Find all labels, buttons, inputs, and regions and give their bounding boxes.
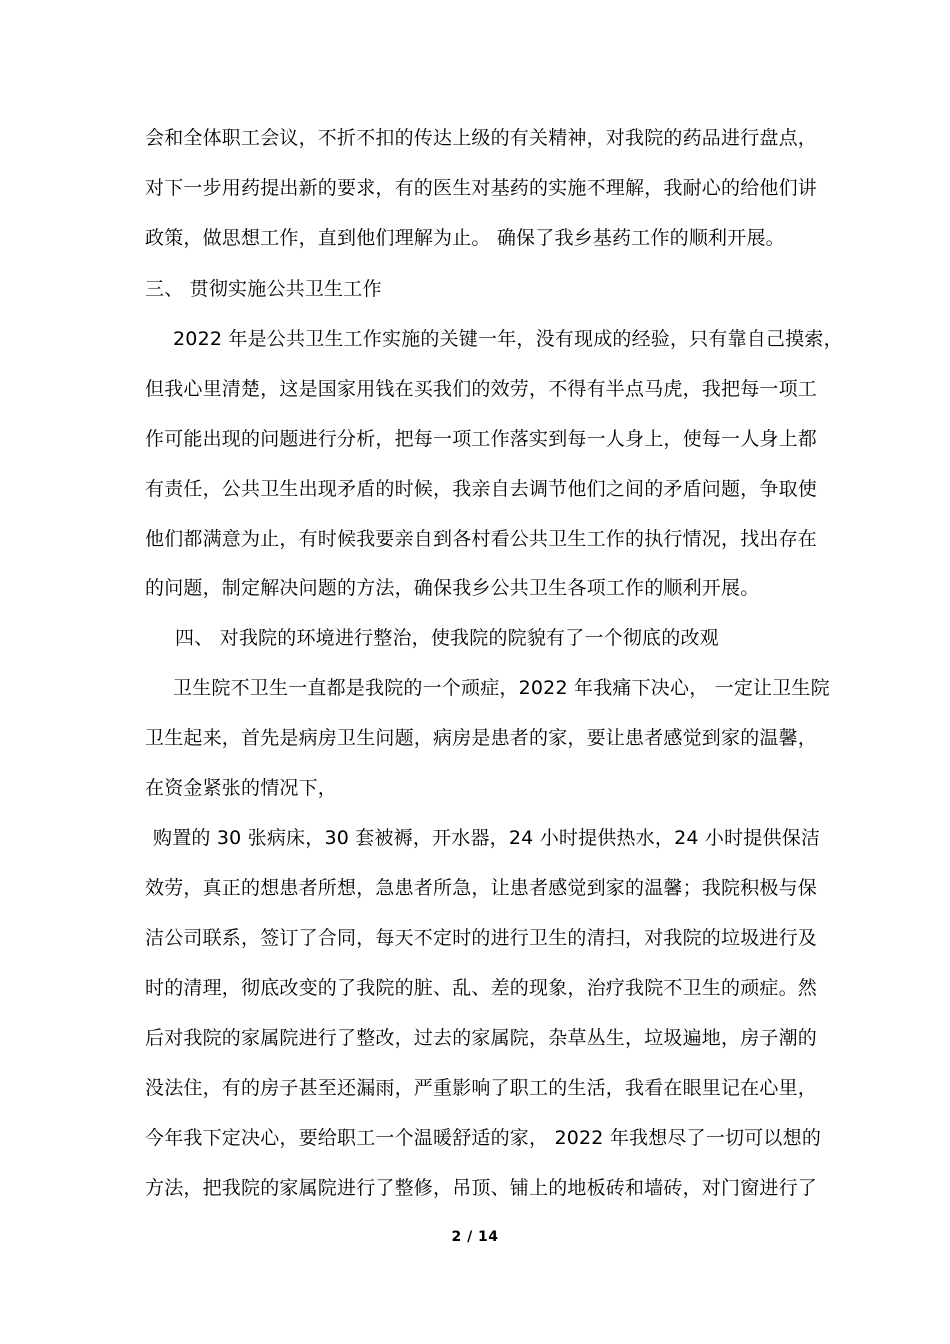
text-line: 效劳，真正的想患者所想，急患者所急，让患者感觉到家的温馨；我院积极与保 [145,877,818,899]
text-line: 政策，做思想工作，直到他们理解为止。 确保了我乡基药工作的顺利开展。 [145,227,785,249]
text-line: 对下一步用药提出新的要求，有的医生对基药的实施不理解，我耐心的给他们讲 [145,177,818,199]
text-line: 的问题，制定解决问题的方法，确保我乡公共卫生各项工作的顺利开展。 [145,577,760,599]
text-line: 卫生起来，首先是病房卫生问题，病房是患者的家，要让患者感觉到家的温馨， [145,727,818,749]
text-line: 有责任，公共卫生出现矛盾的时候，我亲自去调节他们之间的矛盾问题，争取使 [145,478,818,500]
text-line: 但我心里清楚，这是国家用钱在买我们的效劳，不得有半点马虎，我把每一项工 [145,378,818,400]
page-number: 2 / 14 [451,1229,499,1245]
text-line: 他们都满意为止，有时候我要亲自到各村看公共卫生工作的执行情况，找出存在 [145,528,818,550]
text-line: 后对我院的家属院进行了整改，过去的家属院，杂草丛生，垃圾遍地，房子潮的 [145,1027,818,1049]
section-heading: 三、 贯彻实施公共卫生工作 [145,278,382,300]
text-line: 方法，把我院的家属院进行了整修，吊顶、铺上的地板砖和墙砖，对门窗进行了 [145,1177,818,1199]
text-line: 作可能出现的问题进行分析，把每一项工作落实到每一人身上，使每一人身上都 [145,428,818,450]
text-line: 时的清理，彻底改变的了我院的脏、乱、差的现象，治疗我院不卫生的顽症。然 [145,977,818,999]
section-heading: 四、 对我院的环境进行整治，使我院的院貌有了一个彻底的改观 [175,627,719,649]
text-line: 2022 年是公共卫生工作实施的关键一年，没有现成的经验，只有靠自己摸索， [173,328,843,350]
text-line: 卫生院不卫生一直都是我院的一个顽症，2022 年我痛下决心， 一定让卫生院 [173,677,830,699]
text-line: 没法住，有的房子甚至还漏雨，严重影响了职工的生活，我看在眼里记在心里， [145,1077,818,1099]
text-line: 会和全体职工会议，不折不扣的传达上级的有关精神，对我院的药品进行盘点， [145,127,818,149]
text-line: 购置的 30 张病床，30 套被褥，开水器，24 小时提供热水，24 小时提供保洁 [153,827,821,849]
text-line: 洁公司联系，签订了合同，每天不定时的进行卫生的清扫，对我院的垃圾进行及 [145,927,818,949]
text-line: 今年我下定决心，要给职工一个温暖舒适的家， 2022 年我想尽了一切可以想的 [145,1127,822,1149]
text-line: 在资金紧张的情况下， [145,777,338,799]
